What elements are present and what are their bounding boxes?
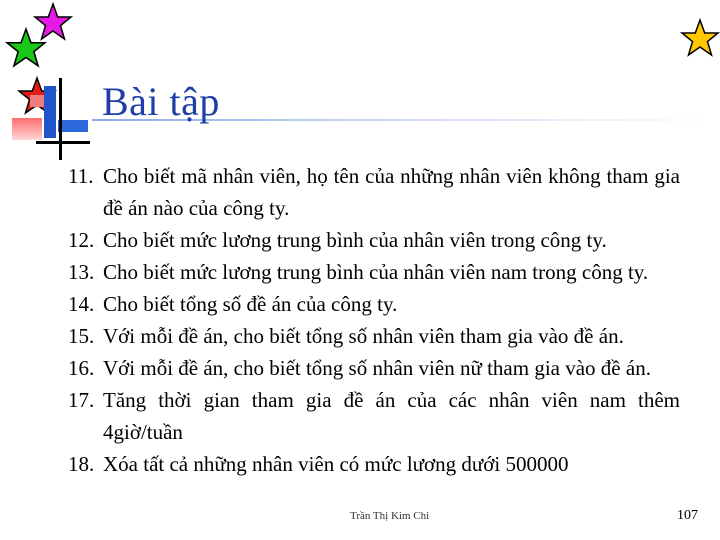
item-text: Cho biết tổng số đề án của công ty.: [103, 292, 398, 316]
slide-title: Bài tập: [102, 79, 220, 124]
decoration-red-block: [12, 118, 42, 140]
item-text: Cho biết mã nhân viên, họ tên của những nhân viên không tham gia đề án nào của công ty.: [103, 164, 680, 220]
decoration-blue-vertical: [44, 86, 56, 138]
item-text: Với mỗi đề án, cho biết tổng số nhân viên tham gia vào đề án.: [103, 324, 624, 348]
item-number: 16.: [68, 356, 95, 380]
footer-author: Trần Thị Kim Chi: [350, 510, 430, 522]
list-item: [68, 352, 680, 384]
list-item: [68, 320, 680, 352]
list-item: [68, 448, 680, 480]
list-item: [68, 288, 680, 320]
list-item: [68, 256, 680, 288]
list-item: [68, 224, 680, 256]
yellow-star-icon: [680, 18, 720, 58]
item-text: Cho biết mức lương trung bình của nhân viên trong công ty.: [103, 228, 607, 252]
item-number: 18.: [68, 452, 95, 476]
green-star-icon: [5, 27, 47, 69]
list-item: [68, 384, 680, 448]
item-number: 17.: [68, 388, 95, 412]
item-number: 13.: [68, 260, 95, 284]
item-number: 12.: [68, 228, 95, 252]
decoration-black-horizontal-line: [36, 141, 90, 144]
item-number: 15.: [68, 324, 95, 348]
decoration-red-square: [30, 95, 44, 107]
list-item: [68, 160, 680, 224]
item-text: Cho biết mức lương trung bình của nhân viên nam trong công ty.: [103, 260, 649, 284]
decoration-black-vertical-line: [59, 78, 62, 160]
item-text: Tăng thời gian tham gia đề án của các nhân viên nam thêm 4giờ/tuần: [103, 388, 680, 444]
exercise-list: [68, 160, 680, 480]
item-number: 14.: [68, 292, 95, 316]
item-number: 11.: [68, 164, 94, 188]
decoration-blue-horizontal: [58, 120, 88, 132]
page-number: 107: [677, 508, 698, 523]
item-text: Xóa tất cả những nhân viên có mức lương dưới 500000: [103, 452, 569, 476]
item-text: Với mỗi đề án, cho biết tổng số nhân viên nữ tham gia vào đề án.: [103, 356, 651, 380]
